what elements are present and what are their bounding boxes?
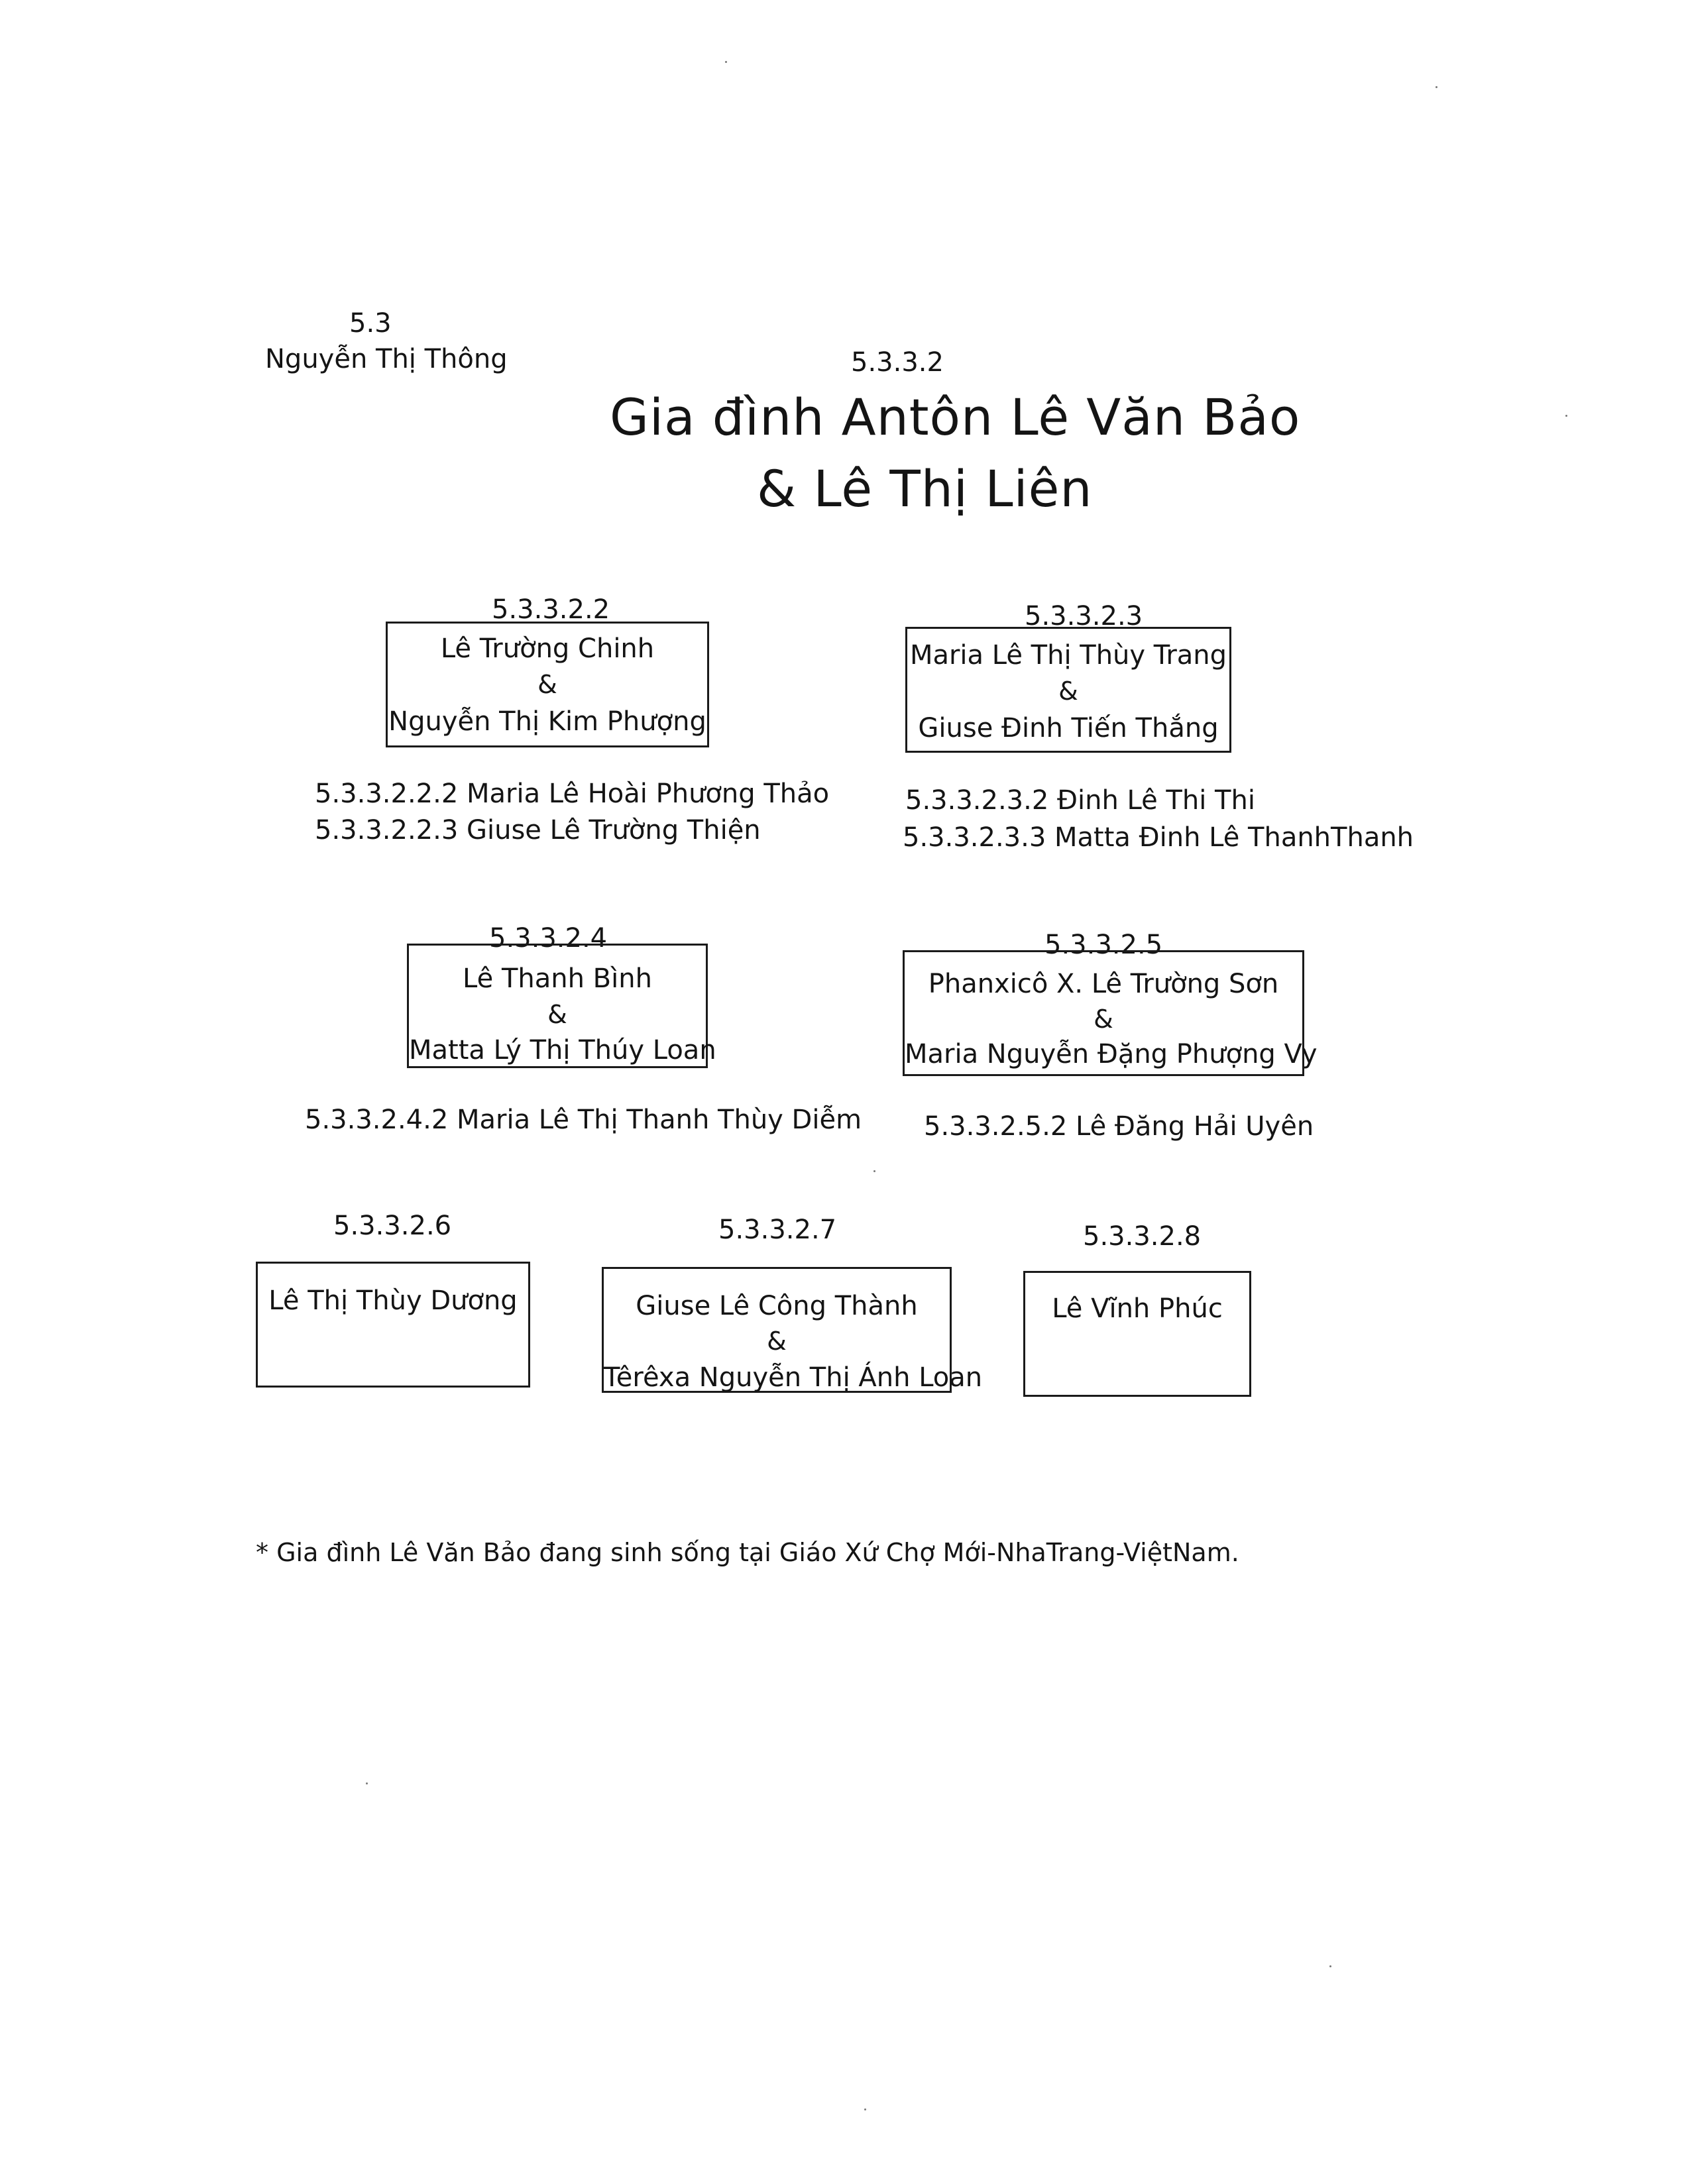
family-code: 5.3.3.2 [851, 347, 944, 378]
family-code-label: 5.3.3.2.8 [1083, 1221, 1202, 1252]
scan-speck [864, 2108, 866, 2110]
scan-speck [1565, 415, 1567, 417]
family-code-label: 5.3.3.2.4 [489, 923, 608, 954]
family-code-label: 5.3.3.2.7 [718, 1215, 837, 1245]
ampersand: & [537, 670, 557, 699]
spouse-name: Nguyễn Thị Kim Phượng [388, 706, 706, 737]
ampersand: & [767, 1327, 787, 1356]
person-name: Lê Vĩnh Phúc [1052, 1293, 1223, 1324]
family-code-label: 5.3.3.2.5 [1044, 930, 1163, 960]
child-entry: 5.3.3.2.2.3 Giuse Lê Trường Thiện [315, 815, 761, 846]
spouse-name: Giuse Lê Công Thành [636, 1291, 918, 1321]
spouse-name: Matta Lý Thị Thúy Loan [409, 1035, 716, 1065]
page-title: Gia đình Antôn Lê Văn Bảo [610, 388, 1301, 447]
family-box [905, 627, 1231, 753]
child-entry: 5.3.3.2.3.3 Matta Đinh Lê ThanhThanh [903, 822, 1414, 853]
family-code-label: 5.3.3.2.3 [1025, 601, 1143, 631]
family-box [407, 944, 716, 1068]
family-box [1023, 1271, 1251, 1397]
child-entry: 5.3.3.2.2.2 Maria Lê Hoài Phương Thảo [315, 779, 830, 809]
scan-speck [366, 1782, 368, 1784]
scan-speck [725, 61, 727, 63]
ampersand: & [1058, 677, 1078, 706]
child-entry: 5.3.3.2.3.2 Đinh Lê Thi Thi [905, 785, 1255, 816]
child-entry: 5.3.3.2.5.2 Lê Đăng Hải Uyên [924, 1111, 1314, 1142]
spouse-name: Maria Lê Thị Thùy Trang [909, 640, 1227, 671]
spouse-name: Lê Thanh Bình [463, 963, 652, 994]
family-code-label: 5.3.3.2.6 [333, 1211, 452, 1241]
page-subtitle: & Lê Thị Liên [757, 459, 1093, 518]
parent-code: 5.3 [349, 308, 392, 339]
spouse-name: Giuse Đinh Tiến Thắng [918, 713, 1219, 743]
ampersand: & [547, 1000, 567, 1029]
family-box [256, 1262, 530, 1388]
scan-speck [873, 1170, 875, 1172]
parent-name: Nguyễn Thị Thông [265, 344, 508, 374]
scan-speck [1435, 86, 1437, 88]
footnote: * Gia đình Lê Văn Bảo đang sinh sống tại Giáo Xứ Chợ Mới-NhaTrang-ViệtNam. [256, 1538, 1239, 1567]
spouse-name: Maria Nguyễn Đặng Phượng Vy [905, 1039, 1318, 1069]
child-entry: 5.3.3.2.4.2 Maria Lê Thị Thanh Thùy Diễm [305, 1105, 862, 1135]
spouse-name: Phanxicô X. Lê Trường Sơn [928, 969, 1279, 999]
family-code-label: 5.3.3.2.2 [492, 594, 610, 625]
scan-speck [1329, 1965, 1331, 1967]
family-box [386, 622, 709, 747]
person-name: Lê Thị Thùy Dương [268, 1285, 518, 1316]
family-box [602, 1267, 983, 1393]
spouse-name: Lê Trường Chinh [440, 633, 655, 664]
ampersand: & [1094, 1005, 1113, 1034]
family-box [903, 950, 1318, 1076]
spouse-name: Têrêxa Nguyễn Thị Ánh Loan [604, 1362, 983, 1393]
